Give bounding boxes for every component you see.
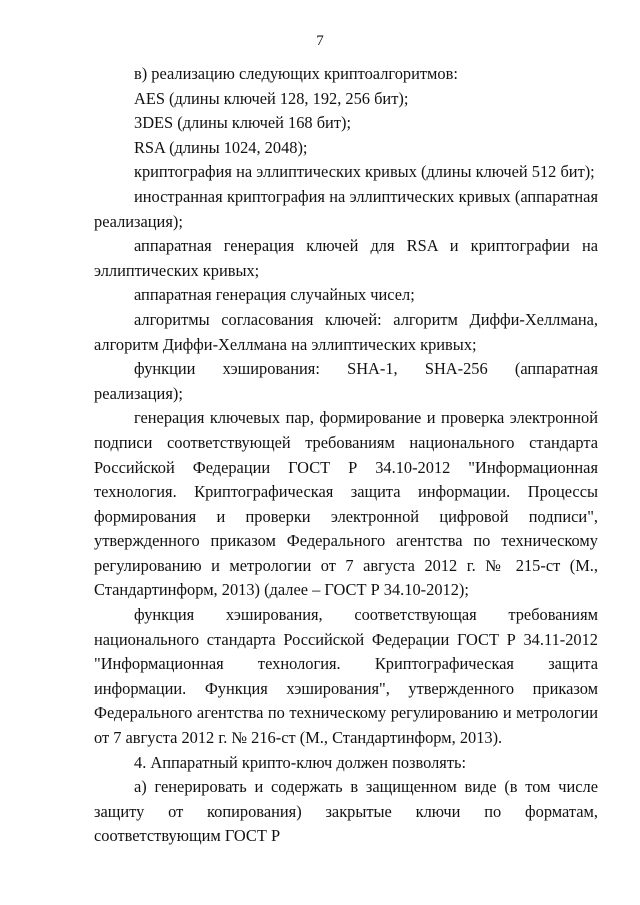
paragraph-key-agreement: алгоритмы согласования ключей: алгоритм Диффи-Хеллмана, алгоритм Диффи-Хеллмана на эллиптических кривых; [94,309,598,354]
paragraph-rsa: RSA (длины 1024, 2048); [134,137,308,157]
document-body [94,62,598,849]
page-number: 7 [316,33,324,49]
paragraph-aes: AES (длины ключей 128, 192, 256 бит); [134,88,409,108]
paragraph-hw-random: аппаратная генерация случайных чисел; [134,285,415,305]
paragraph-hash-functions: функции хэширования: SHA-1, SHA-256 (аппаратная реализация); [94,359,598,403]
paragraph-hardware-key-section: 4. Аппаратный крипто-ключ должен позволять: [134,752,467,772]
paragraph-3des: 3DES (длины ключей 168 бит); [134,113,352,133]
paragraph-ecc: криптография на эллиптических кривых (длины ключей 512 бит); [134,162,595,182]
paragraph-hw-key-generation: аппаратная генерация ключей для RSA и криптографии на эллиптических кривых; [94,236,598,280]
paragraph-crypto-algorithms-intro: в) реализацию следующих криптоалгоритмов: [134,64,458,83]
paragraph-gost-signature: генерация ключевых пар, формирование и проверка электронной подписи соответствующей требованиям национального стандарта Российской Федерации ГОСТ Р 34.10-2012 "Информационная технология. Криптографическая защита информации. Процессы формирования и проверки электронной цифровой подписи", утвержденного приказом Федерального агентства по техническому регулированию и метрологии от 7 августа 2012 г. № 215-ст (М., Стандартинформ, 2013) (далее – ГОСТ Р 34.10-2012); [94,408,598,600]
paragraph-gost-hash: функция хэширования, соответствующая требованиям национального стандарта Российской Федерации ГОСТ Р 34.11-2012 "Информационная технология. Криптографическая защита информации. Функция хэширования", утвержденного приказом Федерального агентства по техническому регулированию и метрологии от 7 августа 2012 г. № 216-ст (М., Стандартинформ, 2013). [94,605,598,748]
paragraph-foreign-ecc: иностранная криптография на эллиптических кривых (аппаратная реализация); [94,186,598,231]
paragraph-generate-keys: а) генерировать и содержать в защищенном виде (в том числе защиту от копирования) закрытые ключи по форматам, соответствующим ГОСТ Р [94,777,598,846]
